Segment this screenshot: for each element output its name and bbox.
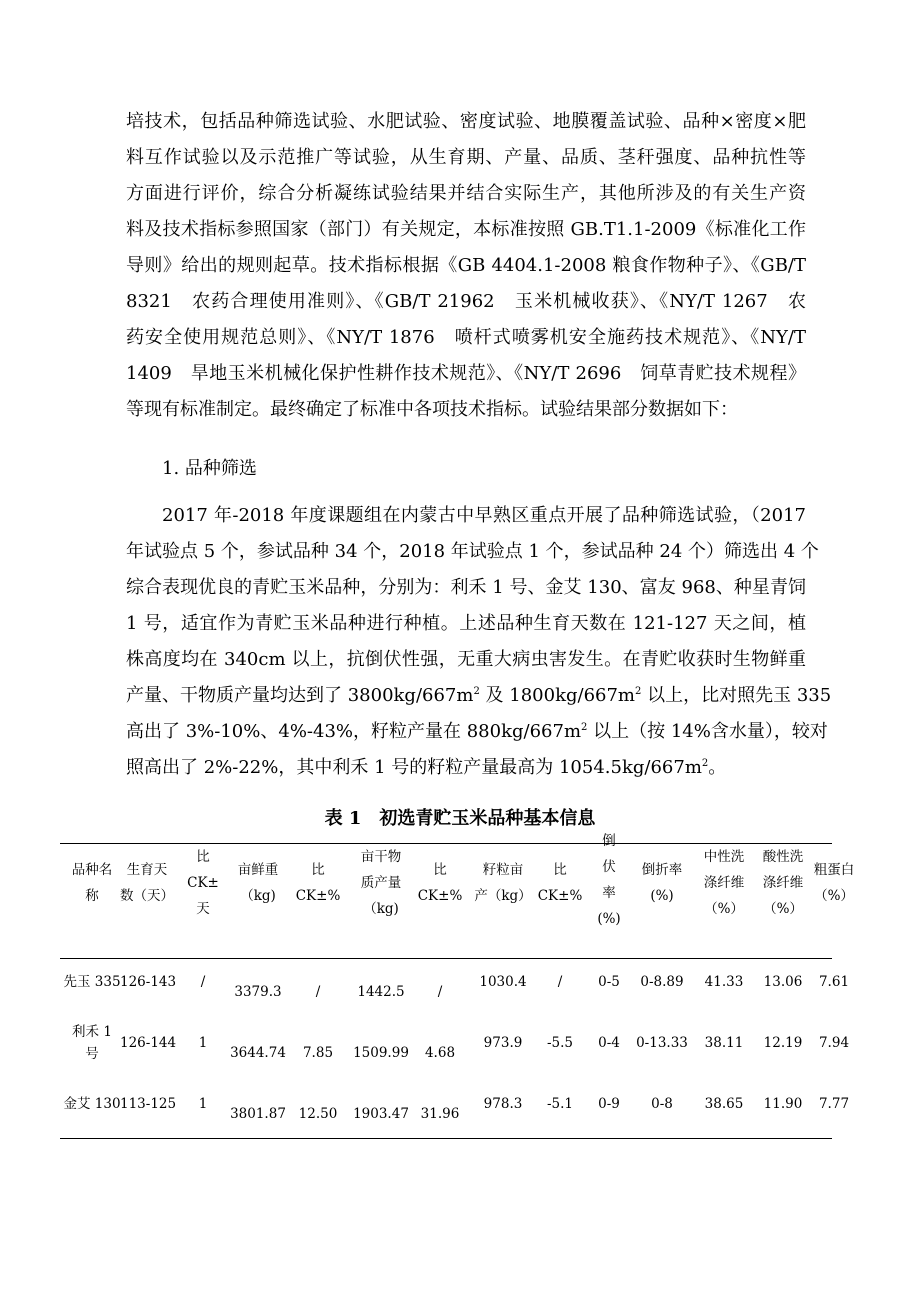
column-header <box>120 857 174 909</box>
text-line: 等现有标准制定。最终确定了标准中各项技术指标。试验结果部分数据如下： <box>126 399 738 420</box>
column-header-line: 籽粒亩 <box>482 862 524 878</box>
table-cell-name: 先玉 335 <box>63 974 121 990</box>
column-header <box>470 857 536 909</box>
column-header-line: 天 <box>196 901 210 917</box>
column-header-line: 粗蛋白 <box>813 862 855 878</box>
table-cell-ck-days: 1 <box>198 1035 208 1051</box>
table-cell-name-line2: 号 <box>85 1046 99 1062</box>
text-line: 方面进行评价，综合分析凝练试验结果并结合实际生产，其他所涉及的有关生产资 <box>126 183 806 204</box>
column-header-line: 品种名 <box>71 862 113 878</box>
table-cell-ck-grain: -5.5 <box>546 1035 574 1051</box>
column-header <box>180 844 226 922</box>
column-header <box>534 857 586 909</box>
text-line: 1 号，适宜作为青贮玉米品种进行种植。上述品种生育天数在 121-127 天之间，植 <box>126 613 806 634</box>
text-line: 药安全使用规范总则》、《NY/T 1876 喷杆式喷雾机安全施药技术规范》、《NY/T <box>126 327 806 348</box>
table-cell-ck-dry: / <box>437 984 443 1000</box>
column-header <box>416 857 464 909</box>
table-cell-grain: 1030.4 <box>479 974 527 990</box>
table-cell-dry: 1903.47 <box>353 1106 409 1122</box>
text-line: 8321 农药合理使用准则》、《GB/T 21962 玉米机械收获》、《NY/T 1267 农 <box>126 291 806 312</box>
table-cell-protein: 7.61 <box>818 974 850 990</box>
column-header-line: 比 <box>553 862 567 878</box>
table-cell-grain: 973.9 <box>483 1035 523 1051</box>
table-cell-lodging: 0-4 <box>598 1035 620 1051</box>
table-cell-days: 126-143 <box>120 974 177 990</box>
table-cell-dry: 1509.99 <box>353 1045 409 1061</box>
table-cell-name: 金艾 130 <box>63 1096 121 1112</box>
section-heading: 1. 品种筛选 <box>162 458 257 479</box>
table-cell-ck-dry: 31.96 <box>420 1106 460 1122</box>
column-header-line: 亩干物 <box>360 849 402 865</box>
table-cell-fresh: 3644.74 <box>230 1045 286 1061</box>
column-header <box>230 857 286 909</box>
column-header-line: CK± <box>187 875 219 891</box>
column-header <box>698 844 750 922</box>
column-header <box>812 857 856 909</box>
table-cell-ck-grain: / <box>557 974 563 990</box>
table-cell-ck-fresh: 7.85 <box>302 1045 334 1061</box>
text-line: 料互作试验以及示范推广等试验，从生育期、产量、品质、茎秆强度、品种抗性等 <box>126 147 806 168</box>
table-cell-break: 0-8.89 <box>640 974 684 990</box>
paragraph-variety-screening <box>126 498 832 786</box>
column-header-line: 倒 <box>602 833 616 849</box>
column-header-line: （%） <box>704 901 744 917</box>
text-line <box>126 714 828 750</box>
column-header-line: 数（天） <box>120 888 174 904</box>
column-header-line: 倒折率 <box>641 862 683 878</box>
superscript: 2 <box>635 686 642 697</box>
table-cell-name: 利禾 1 <box>72 1024 112 1040</box>
column-header <box>630 857 694 909</box>
column-header <box>292 857 344 909</box>
table-cell-ndf: 38.65 <box>704 1096 744 1112</box>
column-header-line: 比 <box>433 862 447 878</box>
table-cell-protein: 7.77 <box>818 1096 850 1112</box>
column-header-line: 比 <box>196 849 210 865</box>
table-cell-dry: 1442.5 <box>357 984 405 1000</box>
table-cell-ndf: 38.11 <box>704 1035 744 1051</box>
column-header-line: (%) <box>650 888 674 904</box>
table-cell-adf: 13.06 <box>763 974 803 990</box>
text-line <box>126 750 806 786</box>
column-header-line: 质产量 <box>360 875 402 891</box>
column-header-line: （%） <box>763 901 803 917</box>
text-line: 年试验点 5 个，参试品种 34 个，2018 年试验点 1 个，参试品种 24 个）筛选出 4 个 <box>126 541 819 562</box>
table-cell-fresh: 3379.3 <box>234 984 282 1000</box>
column-header <box>757 844 809 922</box>
column-header-line: 中性洗 <box>703 849 745 865</box>
column-header-line: 产（kg） <box>474 888 532 904</box>
text-line <box>126 678 832 714</box>
table-header-rule <box>60 958 832 959</box>
table-cell-ndf: 41.33 <box>704 974 744 990</box>
column-header <box>62 857 122 909</box>
table-cell-ck-fresh: 12.50 <box>298 1106 338 1122</box>
table-cell-grain: 978.3 <box>483 1096 523 1112</box>
table-cell-ck-days: 1 <box>198 1096 208 1112</box>
column-header-line: 比 <box>311 862 325 878</box>
superscript: 2 <box>473 686 480 697</box>
column-header-line: 生育天 <box>126 862 168 878</box>
table-title: 表 1 初选青贮玉米品种基本信息 <box>324 808 596 829</box>
table-cell-ck-dry: 4.68 <box>424 1045 456 1061</box>
text-line: 培技术，包括品种筛选试验、水肥试验、密度试验、地膜覆盖试验、品种×密度×肥 <box>126 111 806 132</box>
text-segment: 。 <box>708 757 727 778</box>
table-cell-fresh: 3801.87 <box>230 1106 286 1122</box>
column-header-line: CK±% <box>295 888 341 904</box>
column-header-line: 涤纤维 <box>703 875 745 891</box>
text-line: 料及技术指标参照国家（部门）有关规定，本标准按照 GB.T1.1-2009《标准化工作 <box>126 219 806 240</box>
column-header-line: 亩鲜重 <box>237 862 279 878</box>
superscript: 2 <box>701 758 709 769</box>
paragraph-standard-basis <box>126 104 806 428</box>
table-bottom-rule <box>60 1138 832 1139</box>
column-header-line: (%) <box>597 911 621 927</box>
column-header-line: 涤纤维 <box>762 875 804 891</box>
table-cell-ck-fresh: / <box>315 984 321 1000</box>
column-header-line: （kg) <box>240 888 276 904</box>
table-cell-days: 113-125 <box>120 1096 177 1112</box>
column-header-line: 率 <box>602 885 616 901</box>
text-segment: 及 1800kg/667m <box>479 685 635 706</box>
superscript: 2 <box>581 722 588 733</box>
text-line: 1409 旱地玉米机械化保护性耕作技术规范》、《NY/T 2696 饲草青贮技术规程》 <box>126 363 806 384</box>
column-header-line: （kg) <box>363 901 399 917</box>
table-cell-lodging: 0-5 <box>598 974 620 990</box>
text-line: 综合表现优良的青贮玉米品种，分别为：利禾 1 号、金艾 130、富友 968、种星青饲 <box>126 577 806 598</box>
text-segment: 高出了 3%-10%、4%-43%，籽粒产量在 880kg/667m <box>126 721 582 742</box>
text-segment: 以上（按 14%含水量），较对 <box>587 721 828 742</box>
table-cell-days: 126-144 <box>120 1035 177 1051</box>
table-cell-ck-grain: -5.1 <box>546 1096 574 1112</box>
text-line: 2017 年-2018 年度课题组在内蒙古中早熟区重点开展了品种筛选试验，（2017 <box>162 505 806 526</box>
table-cell-adf: 12.19 <box>763 1035 803 1051</box>
column-header <box>594 828 624 932</box>
text-segment: 产量、干物质产量均达到了 3800kg/667m <box>126 685 474 706</box>
column-header-line: CK±% <box>537 888 583 904</box>
table-cell-lodging: 0-9 <box>598 1096 620 1112</box>
table-cell-break: 0-8 <box>651 1096 673 1112</box>
table-cell-ck-days: / <box>200 974 206 990</box>
text-line: 株高度均在 340cm 以上，抗倒伏性强，无重大病虫害发生。在青贮收获时生物鲜重 <box>126 649 806 670</box>
table-cell-adf: 11.90 <box>763 1096 803 1112</box>
text-segment: 以上，比对照先玉 335 <box>641 685 832 706</box>
column-header-line: 称 <box>85 888 99 904</box>
table-cell-break: 0-13.33 <box>636 1035 688 1051</box>
column-header-line: CK±% <box>417 888 463 904</box>
table-cell-protein: 7.94 <box>818 1035 850 1051</box>
column-header-line: 酸性洗 <box>762 849 804 865</box>
text-line: 导则》给出的规则起草。技术指标根据《GB 4404.1-2008 粮食作物种子》、《GB/T <box>126 255 806 276</box>
column-header <box>348 844 414 922</box>
column-header-line: （%） <box>814 888 854 904</box>
column-header-line: 伏 <box>602 859 616 875</box>
text-segment: 照高出了 2%-22%，其中利禾 1 号的籽粒产量最高为 1054.5kg/667m <box>126 757 702 778</box>
